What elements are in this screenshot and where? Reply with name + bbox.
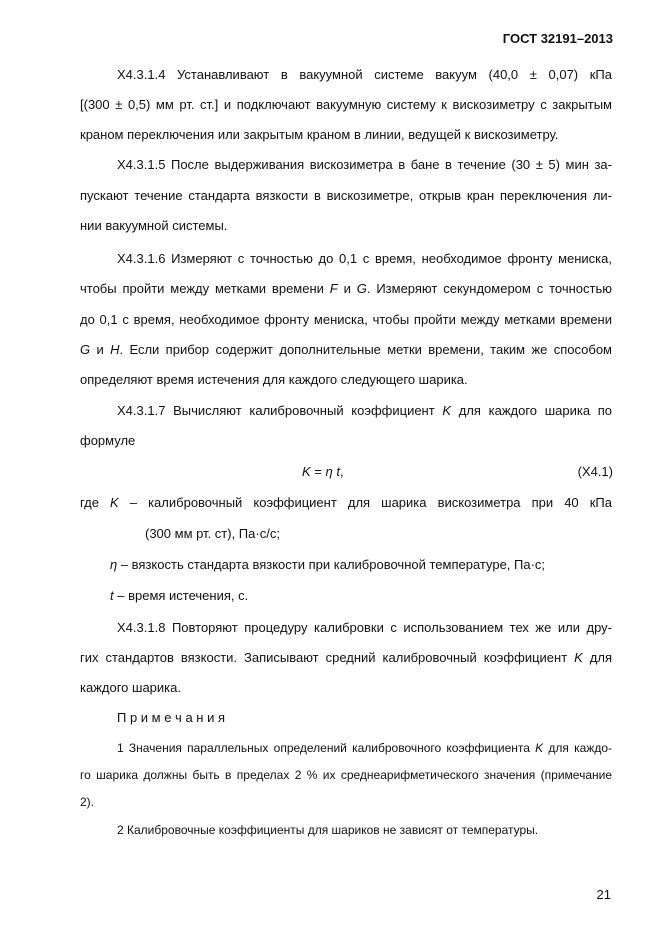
text-segment: до 0,1 с время, необходимое фронту мениска, чтобы пройти между метками времени: [80, 312, 612, 327]
text-segment: го шарика должны быть в пределах 2 % их среднеарифметического значения (примечание: [80, 768, 612, 782]
text-line: [117, 157, 612, 173]
text-segment: 1 Значения параллельных определений калибровочного коэффициента: [117, 741, 536, 755]
formula-part: ,: [339, 464, 344, 479]
text-line: [80, 127, 558, 143]
text-line: [80, 650, 612, 666]
text-segment: для каждого шарика по: [451, 403, 612, 418]
text-line: [80, 767, 612, 783]
text-line: [117, 710, 225, 726]
text-segment: 2 Калибровочные коэффициенты для шариков не зависят от температуры.: [117, 823, 539, 837]
page-number: 21: [596, 887, 611, 902]
text-line: [80, 188, 612, 204]
text-segment: Х4.3.1.7 Вычисляют калибровочный коэффициент: [117, 403, 443, 418]
text-segment: нии вакуумной системы.: [80, 218, 228, 233]
formula-number: (Х4.1): [577, 464, 613, 479]
text-line: [110, 557, 545, 573]
text-line: [117, 822, 538, 838]
text-segment: определяют время истечения для каждого следующего шарика.: [80, 372, 468, 387]
text-segment: где: [80, 495, 111, 510]
text-line: [80, 794, 94, 810]
text-segment: формуле: [80, 433, 136, 448]
italic-symbol: G: [356, 281, 367, 296]
text-line: [117, 740, 612, 756]
italic-symbol: K: [574, 650, 583, 665]
text-segment: и: [337, 281, 357, 296]
text-line: [80, 218, 227, 234]
text-segment: и: [90, 342, 111, 357]
text-line: [117, 620, 612, 636]
text-segment: – вязкость стандарта вязкости при калибровочной температуре, Па·с;: [117, 557, 546, 572]
text-line: [117, 251, 612, 267]
text-line: [80, 97, 612, 113]
text-line: [117, 403, 612, 419]
text-line: [117, 67, 612, 83]
text-segment: . Если прибор содержит дополнительные метки времени, таким же способом: [119, 342, 612, 357]
italic-symbol: η: [110, 557, 118, 572]
text-line: [80, 281, 612, 297]
text-line: [80, 680, 181, 696]
italic-symbol: G: [80, 342, 91, 357]
text-segment: краном переключения или закрытым краном в линии, ведущей к вискозиметру.: [80, 127, 559, 142]
text-line: [80, 433, 135, 449]
text-line: [145, 526, 280, 542]
formula-part: =: [310, 464, 326, 479]
text-segment: Х4.3.1.4 Устанавливают в вакуумной системе вакуум (40,0 ± 0,07) кПа: [117, 67, 612, 82]
formula-part: η t: [325, 464, 340, 479]
italic-symbol: K: [442, 403, 452, 418]
italic-symbol: F: [329, 281, 338, 296]
text-segment: гих стандартов вязкости. Записывают средний калибровочный коэффициент: [80, 650, 575, 665]
text-line: [80, 495, 612, 511]
italic-symbol: H: [110, 342, 120, 357]
text-segment: каждого шарика.: [80, 680, 181, 695]
text-segment: Х4.3.1.8 Повторяют процедуру калибровки с использованием тех же или дру-: [117, 620, 612, 635]
text-segment: П р и м е ч а н и я: [117, 710, 225, 725]
italic-symbol: K: [110, 495, 119, 510]
text-segment: для каждо-: [543, 741, 612, 755]
italic-symbol: t: [110, 588, 114, 603]
text-segment: чтобы пройти между метками времени: [80, 281, 330, 296]
text-segment: – калибровочный коэффициент для шарика вискозиметра при 40 кПа: [118, 495, 612, 510]
text-segment: [(300 ± 0,5) мм рт. ст.] и подключают вакуумную систему к вискозиметру с закрытым: [80, 97, 612, 112]
text-segment: Х4.3.1.5 После выдерживания вискозиметра в бане в течение (30 ± 5) мин за-: [117, 157, 612, 172]
text-segment: (300 мм рт. ст), Па·с/с;: [145, 526, 280, 541]
text-segment: для: [582, 650, 612, 665]
text-segment: пускают течение стандарта вязкости в вискозиметре, открыв кран переключения ли-: [80, 188, 612, 203]
italic-symbol: K: [535, 741, 544, 755]
formula-part: K: [302, 464, 311, 479]
text-line: [110, 588, 248, 604]
text-line: [80, 312, 612, 328]
text-segment: . Измеряют секундомером с точностью: [366, 281, 612, 296]
document-header-title: ГОСТ 32191–2013: [502, 31, 613, 46]
text-segment: Х4.3.1.6 Измеряют с точностью до 0,1 с время, необходимое фронту мениска,: [117, 251, 612, 266]
formula-x4-1: [302, 464, 344, 479]
text-line: [80, 342, 612, 358]
text-segment: 2).: [80, 795, 95, 809]
text-segment: – время истечения, с.: [113, 588, 249, 603]
text-line: [80, 372, 468, 388]
